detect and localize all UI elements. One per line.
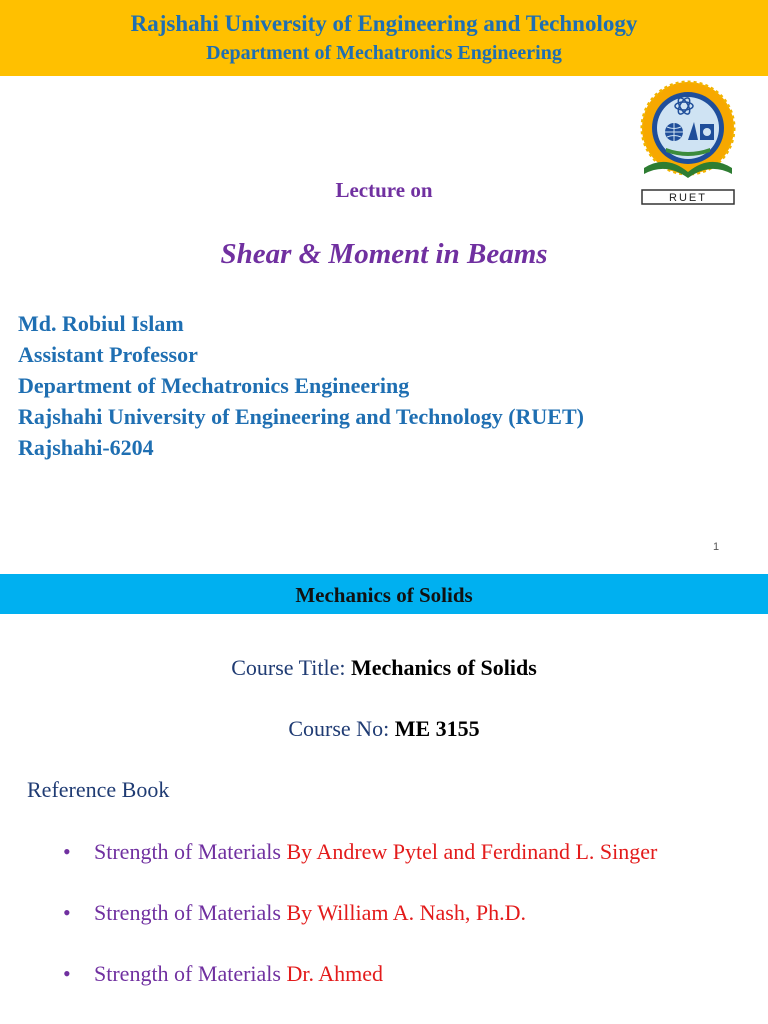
bullet: •: [63, 961, 71, 986]
page-number: 1: [713, 541, 720, 553]
slide2-header-title: Mechanics of Solids: [295, 583, 473, 607]
course-no-row: [0, 716, 768, 742]
reference-heading: Reference Book: [27, 777, 170, 802]
author-department: Department of Mechatronics Engineering: [18, 373, 410, 398]
reference-author: By William A. Nash, Ph.D.: [286, 900, 526, 925]
reference-title: Strength of Materials: [94, 961, 287, 986]
reference-author: Dr. Ahmed: [286, 961, 384, 986]
author-name: Md. Robiul Islam: [18, 311, 184, 336]
university-title: Rajshahi University of Engineering and Technology: [130, 11, 638, 36]
slide2-header-band: [0, 574, 768, 614]
author-designation: Assistant Professor: [18, 342, 198, 367]
author-university: Rajshahi University of Engineering and Technology (RUET): [18, 404, 584, 429]
author-address: Rajshahi-6204: [18, 435, 154, 460]
reference-item: [63, 839, 657, 865]
header-band: [0, 0, 768, 76]
reference-item: [63, 900, 526, 926]
course-no-label: Course No:: [288, 716, 395, 741]
slide-2: [0, 574, 768, 1024]
bullet: •: [63, 900, 71, 925]
course-no-value: ME 3155: [394, 716, 480, 741]
lecture-on-label: Lecture on: [335, 178, 433, 202]
course-title-label: Course Title:: [231, 655, 351, 680]
reference-title: Strength of Materials: [94, 839, 287, 864]
lecture-topic: Shear & Moment in Beams: [220, 238, 548, 270]
author-block: [18, 308, 584, 463]
course-title-value: Mechanics of Solids: [351, 655, 537, 680]
course-title-row: [0, 655, 768, 681]
department-title: Department of Mechatronics Engineering: [206, 42, 562, 64]
reference-item: [63, 961, 383, 987]
reference-title: Strength of Materials: [94, 900, 287, 925]
reference-author: By Andrew Pytel and Ferdinand L. Singer: [286, 839, 658, 864]
bullet: •: [63, 839, 71, 864]
logo-text: RUET: [669, 192, 707, 204]
